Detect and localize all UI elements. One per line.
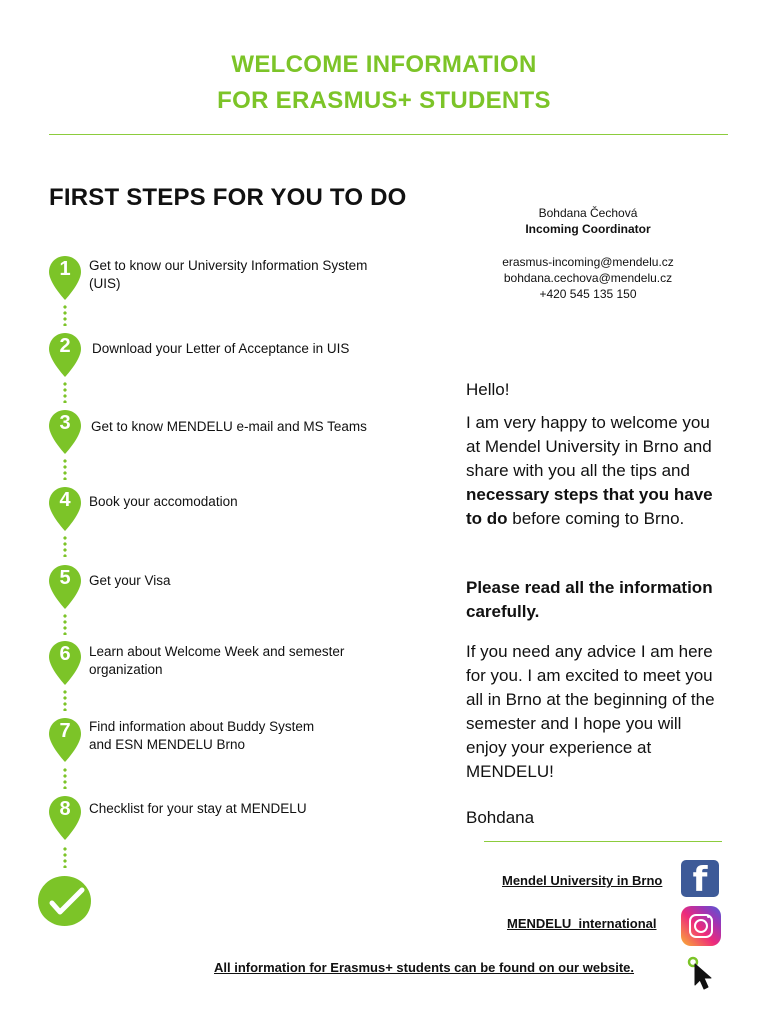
step-connector bbox=[63, 458, 67, 480]
instagram-icon[interactable] bbox=[681, 906, 721, 946]
step-1-pin-icon bbox=[48, 255, 82, 301]
step-1-text[interactable] bbox=[89, 257, 409, 293]
letter-p1-text-b: before coming to Brno. bbox=[507, 509, 685, 528]
click-cursor-icon[interactable] bbox=[686, 955, 720, 991]
step-connector bbox=[63, 613, 67, 635]
step-3-number: 3 bbox=[59, 412, 71, 434]
letter-greeting: Hello! bbox=[466, 380, 510, 399]
letter-paragraph-3: If you need any advice I am here for you. I am excited to meet you all in Brno at the beginning of the semester and I hope you will enjoy your experience at MENDELU! bbox=[466, 642, 715, 781]
step-connector bbox=[63, 846, 67, 868]
step-7-pin-icon bbox=[48, 717, 82, 763]
contact-role: Incoming Coordinator bbox=[525, 222, 651, 236]
step-6-line-1: Learn about Welcome Week and semester bbox=[89, 644, 345, 659]
contact-name: Bohdana Čechová bbox=[538, 206, 638, 220]
steps-heading: FIRST STEPS FOR YOU TO DO bbox=[49, 184, 407, 211]
step-7-line-2: and ESN MENDELU Brno bbox=[89, 737, 246, 752]
title-line-1: WELCOME INFORMATION bbox=[231, 51, 537, 78]
step-4-text[interactable]: Book your accomodation bbox=[89, 494, 238, 509]
step-4-pin-icon bbox=[48, 486, 82, 532]
step-5-text[interactable]: Get your Visa bbox=[89, 573, 171, 588]
step-connector bbox=[63, 381, 67, 403]
step-2-pin-icon bbox=[48, 332, 82, 378]
contact-phone: +420 545 135 150 bbox=[539, 287, 637, 301]
step-7-line-1: Find information about Buddy System bbox=[89, 719, 315, 734]
step-6-line-2: organization bbox=[89, 662, 163, 677]
facebook-link[interactable]: Mendel University in Brno bbox=[502, 873, 663, 888]
step-connector bbox=[63, 689, 67, 711]
step-7-text[interactable] bbox=[89, 718, 409, 754]
step-connector bbox=[63, 304, 67, 326]
step-5-number: 5 bbox=[59, 567, 71, 589]
title-line-2: FOR ERASMUS+ STUDENTS bbox=[217, 87, 551, 114]
step-3-pin-icon bbox=[48, 409, 82, 455]
letter-p1-text-a: I am very happy to welcome you at Mendel University in Brno and share with you all the tips and bbox=[466, 413, 712, 480]
step-8-text[interactable]: Checklist for your stay at MENDELU bbox=[89, 801, 307, 816]
step-2-text[interactable]: Download your Letter of Acceptance in UIS bbox=[92, 341, 350, 356]
header-divider bbox=[49, 134, 728, 135]
step-2-number: 2 bbox=[59, 335, 71, 357]
instagram-link[interactable]: MENDELU_international bbox=[507, 916, 657, 931]
step-connector bbox=[63, 767, 67, 789]
step-8-pin-icon bbox=[48, 795, 82, 841]
step-8-number: 8 bbox=[59, 798, 71, 820]
checkmark-icon bbox=[38, 876, 91, 926]
step-1-line-2: (UIS) bbox=[89, 276, 121, 291]
step-1-number: 1 bbox=[59, 258, 71, 280]
step-6-text[interactable] bbox=[89, 643, 409, 679]
step-6-number: 6 bbox=[59, 643, 71, 665]
letter-signature: Bohdana bbox=[466, 808, 535, 827]
step-5-pin-icon bbox=[48, 564, 82, 610]
step-7-number: 7 bbox=[59, 720, 71, 742]
step-3-text[interactable]: Get to know MENDELU e-mail and MS Teams bbox=[91, 419, 367, 434]
facebook-icon[interactable]: f bbox=[681, 860, 719, 897]
letter-paragraph-2: Please read all the information carefully. bbox=[466, 578, 713, 621]
website-link[interactable]: All information for Erasmus+ students can be found on our website. bbox=[214, 960, 635, 975]
contact-email-2[interactable]: bohdana.cechova@mendelu.cz bbox=[503, 271, 673, 285]
step-1-line-1: Get to know our University Information System bbox=[89, 258, 368, 273]
step-4-number: 4 bbox=[59, 489, 71, 511]
contact-email-1[interactable]: erasmus-incoming@mendelu.cz bbox=[502, 255, 674, 269]
step-6-pin-icon bbox=[48, 640, 82, 686]
letter-divider bbox=[484, 841, 722, 842]
step-connector bbox=[63, 535, 67, 557]
letter-paragraph-1 bbox=[466, 411, 726, 531]
letter-p1-bold: necessary steps that you have to do bbox=[466, 485, 713, 528]
